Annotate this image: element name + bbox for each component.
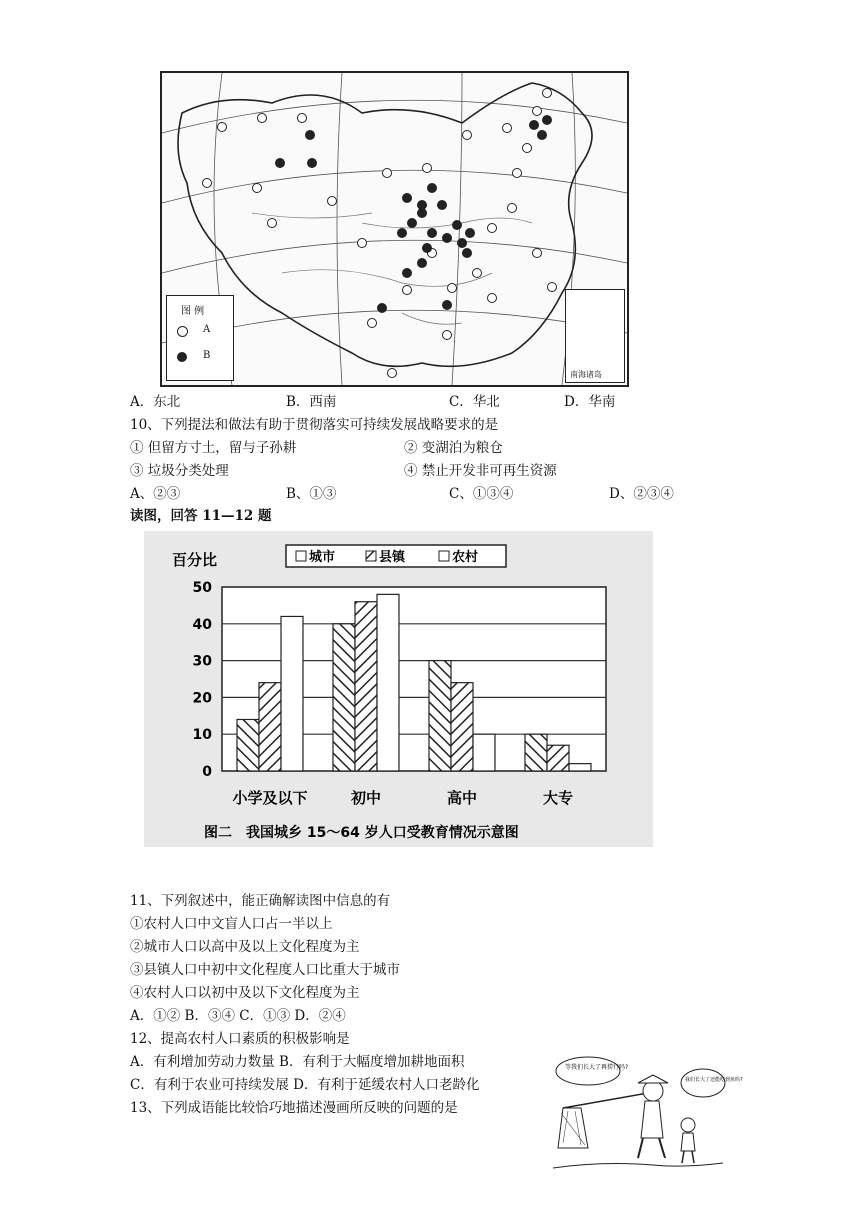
city-marker-b [529, 120, 539, 130]
city-marker-b [307, 158, 317, 168]
city-marker-a [488, 294, 497, 303]
q10-statement-4: ④ 禁止开发非可再生资源 [404, 463, 557, 479]
q10-option-d: D、②③④ [609, 486, 674, 502]
city-marker-a [508, 204, 517, 213]
city-marker-b [407, 218, 417, 228]
city-marker-b [402, 193, 412, 203]
city-marker-b [422, 243, 432, 253]
inset-label: 南海诸岛 [570, 370, 602, 379]
bar-1-0 [259, 683, 281, 771]
q13-stem: 13、下列成语能比较恰巧地描述漫画所反映的问题的是 [130, 1100, 458, 1116]
city-markers [203, 89, 557, 378]
city-marker-b [402, 268, 412, 278]
speech-bubble-1 [556, 1057, 620, 1085]
city-marker-a [388, 369, 397, 378]
chart-legend [286, 545, 506, 567]
category-label: 大专 [542, 789, 574, 807]
bar-2-0 [281, 616, 303, 771]
chart-caption: 图二 我国城乡 15～64 岁人口受教育情况示意图 [204, 825, 519, 841]
city-marker-a [383, 169, 392, 178]
city-marker-a [548, 283, 557, 292]
city-marker-a [268, 219, 277, 228]
city-marker-a [368, 319, 377, 328]
q11-options: A．①② B．③④ C．①③ D．②④ [130, 1008, 346, 1024]
legend-label-city: 城市 [309, 550, 336, 565]
q10-statement-2: ② 变湖泊为粮仓 [404, 440, 503, 456]
city-marker-b [305, 130, 315, 140]
bar-2-1 [377, 594, 399, 771]
city-marker-b [437, 200, 447, 210]
city-marker-a [423, 164, 432, 173]
chart-svg [144, 531, 653, 847]
education-chart [144, 531, 653, 847]
city-marker-a [203, 179, 212, 188]
city-marker-a [513, 169, 522, 178]
cartoon-drawing [553, 1053, 743, 1173]
y-tick-label: 50 [192, 580, 212, 596]
city-marker-a [218, 123, 227, 132]
city-marker-a [488, 224, 497, 233]
y-tick-label: 0 [202, 764, 212, 780]
bar-2-2 [473, 734, 495, 771]
q11-statement-3: ③县镇人口中初中文化程度人口比重大于城市 [130, 962, 400, 978]
china-map [160, 71, 629, 387]
city-marker-a [473, 269, 482, 278]
legend-title: 图 例 [181, 306, 205, 317]
q12-options-cd: C．有利于农业可持续发展 D．有利于延缓农村人口老龄化 [130, 1077, 480, 1093]
category-label: 高中 [446, 789, 478, 807]
south-china-sea-inset [565, 289, 625, 383]
city-marker-a [523, 144, 532, 153]
legend-swatch-rural [439, 551, 449, 561]
legend-label-rural: 农村 [452, 550, 479, 565]
city-marker-b [275, 158, 285, 168]
q10-option-c: C、①③④ [449, 486, 514, 502]
legend-label-town: 县镇 [379, 550, 406, 565]
legend-label-b: B [203, 350, 211, 361]
legend-label-a: A [203, 324, 211, 335]
city-marker-b [417, 258, 427, 268]
city-marker-b [427, 183, 437, 193]
q12-options-ab: A．有利增加劳动力数量 B．有利于大幅度增加耕地面积 [130, 1054, 465, 1070]
bar-1-1 [355, 602, 377, 771]
city-marker-b [462, 248, 472, 258]
q10-statement-1: ① 但留方寸土，留与子孙耕 [130, 440, 297, 456]
chart-ylabel: 百分比 [172, 551, 218, 569]
city-marker-a [443, 331, 452, 340]
bar-0-1 [333, 624, 355, 771]
city-marker-b [542, 115, 552, 125]
city-marker-a [253, 184, 262, 193]
city-marker-a [298, 114, 307, 123]
open-circle-icon [177, 326, 188, 337]
bar-2-3 [569, 764, 591, 771]
q10-option-b: B、①③ [286, 486, 337, 502]
q12-stem: 12、提高农村人口素质的积极影响是 [130, 1031, 350, 1047]
city-marker-b [417, 208, 427, 218]
bar-1-3 [547, 745, 569, 771]
q10-statement-3: ③ 垃圾分类处理 [130, 463, 229, 479]
city-marker-b [427, 228, 437, 238]
bar-0-3 [525, 734, 547, 771]
legend-swatch-town [366, 551, 376, 561]
bubble-1-text: 等我们长大了再捞行吗? [565, 1064, 629, 1071]
city-marker-a [358, 239, 367, 248]
city-marker-a [543, 89, 552, 98]
city-marker-b [537, 130, 547, 140]
q10-option-a: A、②③ [130, 486, 181, 502]
chart-yticks [193, 580, 213, 780]
category-label: 初中 [350, 789, 382, 807]
q9-option-d: D．华南 [564, 394, 616, 410]
city-marker-a [463, 131, 472, 140]
city-marker-b [377, 303, 387, 313]
q11-statement-2: ②城市人口以高中及以上文化程度为主 [130, 939, 360, 955]
bubble-2-text: 我们长大了还能吃到鱼吗? [685, 1077, 743, 1083]
bar-1-2 [451, 683, 473, 771]
q11-statement-1: ①农村人口中文盲人口占一半以上 [130, 916, 333, 932]
map-legend [166, 295, 234, 381]
q10-stem: 10、下列提法和做法有助于贯彻落实可持续发展战略要求的是 [130, 417, 499, 433]
q9-option-b: B．西南 [286, 394, 337, 410]
q11-stem: 11、下列叙述中，能正确解读图中信息的有 [130, 893, 391, 909]
y-tick-label: 10 [192, 727, 212, 744]
city-marker-b [397, 228, 407, 238]
legend-swatch-city [296, 551, 306, 561]
cartoon-illustration [553, 1053, 743, 1173]
city-marker-b [442, 300, 452, 310]
q9-option-c: C．华北 [449, 394, 500, 410]
chart-categories [232, 789, 573, 807]
city-marker-b [465, 228, 475, 238]
category-label: 小学及以下 [232, 789, 308, 807]
bar-0-0 [237, 719, 259, 771]
city-marker-a [403, 286, 412, 295]
city-marker-b [457, 238, 467, 248]
city-marker-a [533, 249, 542, 258]
city-marker-a [503, 124, 512, 133]
q11-statement-4: ④农村人口以初中及以下文化程度为主 [130, 985, 360, 1001]
city-marker-a [258, 114, 267, 123]
city-marker-b [452, 220, 462, 230]
y-tick-label: 40 [192, 616, 212, 633]
city-marker-a [533, 107, 542, 116]
speech-bubble-2 [681, 1069, 725, 1097]
read-heading: 读图，回答 11—12 题 [130, 508, 272, 524]
city-marker-a [328, 197, 337, 206]
q9-option-a: A．东北 [130, 394, 181, 410]
y-tick-label: 20 [192, 690, 212, 707]
city-marker-a [448, 284, 457, 293]
y-tick-label: 30 [192, 653, 212, 670]
bar-0-2 [429, 661, 451, 771]
city-marker-b [442, 233, 452, 243]
filled-circle-icon [177, 352, 187, 362]
